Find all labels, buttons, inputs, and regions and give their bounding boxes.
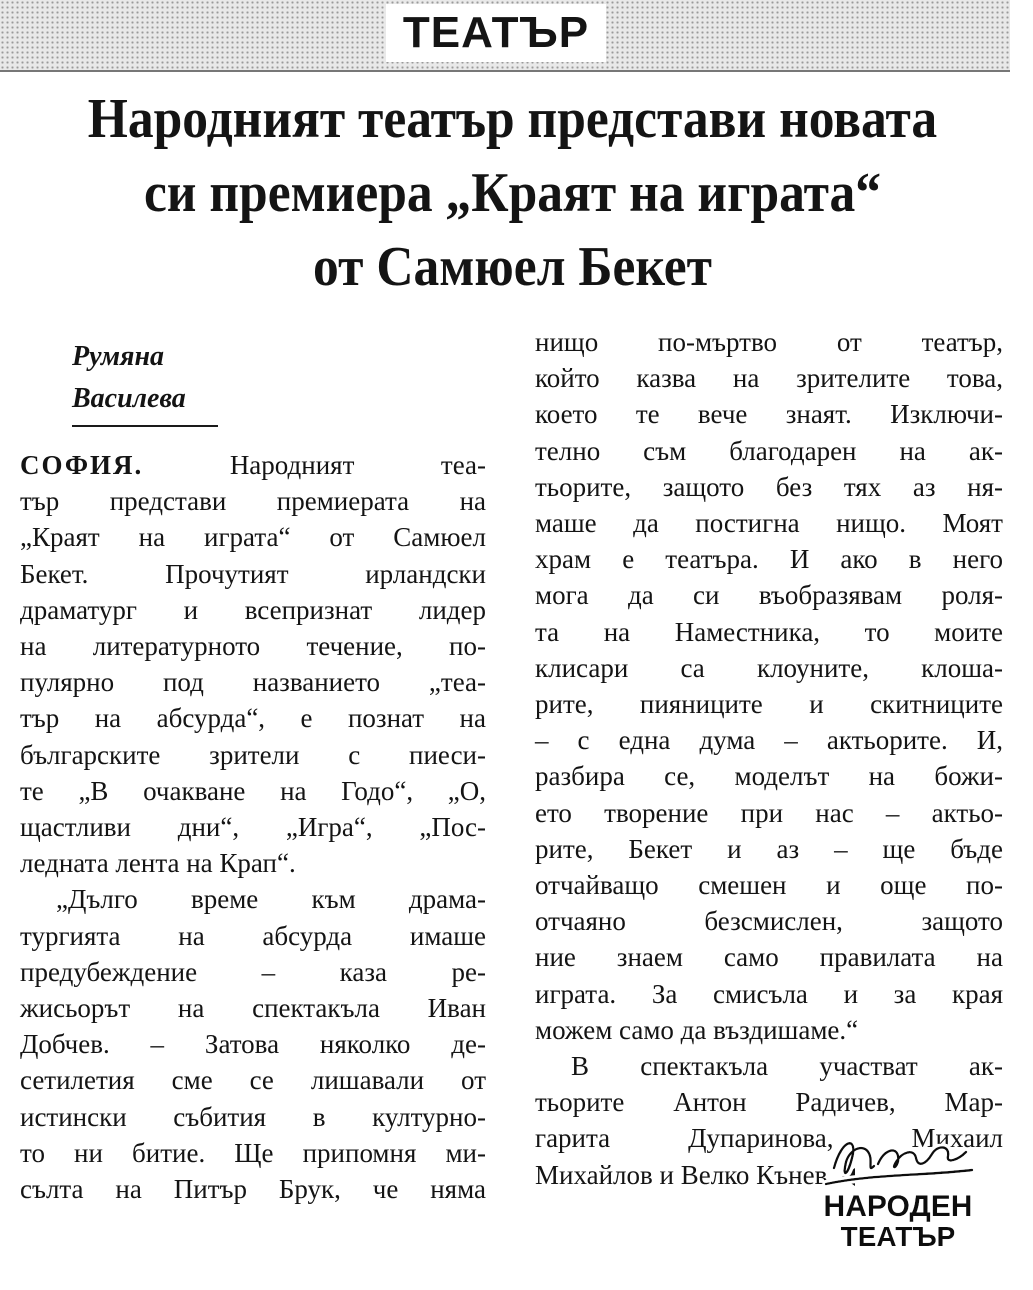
paragraph-line: рите, пияниците и скитниците [535, 689, 1003, 720]
signature-stroke [834, 1143, 874, 1173]
paragraph-line: ето творение при нас – актьо- [535, 797, 1003, 828]
headline-line-3: от Самюел Бекет [313, 236, 712, 298]
right-column [535, 324, 1003, 1193]
paragraph-line: можем само да въздишаме.“ [535, 1014, 859, 1045]
paragraph-line: предубеждение – каза ре- [20, 956, 486, 987]
paragraph-line: тургията на абсурда имаше [20, 920, 486, 951]
paragraph-line: ние знаем само правилата на [535, 942, 1003, 973]
byline-last-name: Василева [72, 383, 186, 414]
paragraph-line: което те вече знаят. Изключи- [535, 399, 1003, 430]
logo-text-line-1: НАРОДЕН [823, 1190, 973, 1223]
paragraph-line: тър на абсурда“, е познат на [20, 703, 486, 734]
paragraph-line: жисьорът на спектакъла Иван [20, 993, 486, 1024]
national-theatre-logo [812, 1128, 982, 1254]
paragraph-line: гарита Дупаринова, Михаил [535, 1123, 1003, 1154]
paragraph-line: клисари са клоуните, клоша- [535, 652, 1003, 683]
paragraph-line: играта. За смисъла и за края [535, 978, 1003, 1009]
paragraph-line: българските зрители с пиеси- [20, 739, 486, 770]
paragraph-line: В спектакъла участват ак- [571, 1051, 1003, 1082]
paragraph-line: „Краят на играта“ от Самюел [20, 522, 486, 553]
paragraph-line: разбира се, моделът на божи- [535, 761, 1003, 792]
paragraph-line: тър представи премиерата на [20, 486, 486, 517]
signature-stroke [878, 1147, 966, 1167]
paragraph-line: – с една дума – актьорите. И, [535, 725, 1003, 756]
paragraph-line: драматург и всепризнат лидер [20, 594, 486, 625]
paragraph-line: Бекет. Прочутият ирландски [20, 558, 486, 589]
paragraph-line: на литературното течение, по- [20, 631, 486, 662]
headline-line-1: Народният театър представи новата [87, 88, 938, 150]
paragraph-line: то ни битие. Ще припомня ми- [20, 1137, 486, 1168]
paragraph-line: тьорите, защото без тях аз ня- [535, 471, 1003, 502]
paragraph-line: тьорите Антон Радичев, Мар- [535, 1087, 1003, 1118]
paragraph-line: отчаяно безсмислен, защото [535, 906, 1003, 937]
paragraph-line: Добчев. – Затова няколко де- [20, 1029, 486, 1060]
paragraph-text: Народният теа- [229, 450, 486, 480]
paragraph-line: ледната лента на Крап“. [20, 848, 296, 879]
dateline-city: СОФИЯ. [20, 450, 144, 480]
paragraph-line: „Дълго време към драма- [56, 884, 486, 915]
left-column [20, 447, 486, 1207]
paragraph-line: рите, Бекет и аз – ще бъде [535, 833, 1003, 864]
paragraph-line: отчайващо смешен и още по- [535, 870, 1003, 901]
paragraph-line: истински събития в културно- [20, 1101, 486, 1132]
paragraph-line: сетилетия сме се лишавали от [20, 1065, 486, 1096]
section-rubric: ТЕАТЪР [386, 4, 606, 62]
paragraph-line: мога да си въобразявам роля- [535, 580, 1003, 611]
paragraph-line: който казва на зрителите това, [535, 363, 1003, 394]
paragraph-text: Михайлов и Велко Кънев. [535, 1159, 835, 1190]
paragraph-line: те „В очакване на Годо“, „О, [20, 775, 486, 806]
paragraph-line: пулярно под названието „теа- [20, 667, 486, 698]
paragraph-line: та на Наместника, то моите [535, 616, 1003, 647]
paragraph-line: нищо по-мъртво от театър, [535, 327, 1003, 357]
logo-text-line-2: ТЕАТЪР [840, 1221, 956, 1252]
paragraph-line: щастливи дни“, „Игра“, „Пос- [20, 812, 486, 843]
paragraph-line: сълта на Питър Брук, че няма [20, 1174, 486, 1205]
byline [72, 336, 186, 420]
headline-line-2: си премиера „Краят на играта“ [143, 162, 882, 224]
byline-first-name: Румяна [72, 341, 164, 372]
paragraph-line: телно съм благодарен на ак- [535, 435, 1003, 466]
paragraph-line [20, 447, 486, 483]
paragraph-line: храм е театъра. И ако в него [535, 544, 1003, 575]
headline [59, 82, 965, 304]
paragraph-line: маше да постигна нищо. Моят [535, 508, 1003, 539]
byline-underline [72, 425, 218, 427]
